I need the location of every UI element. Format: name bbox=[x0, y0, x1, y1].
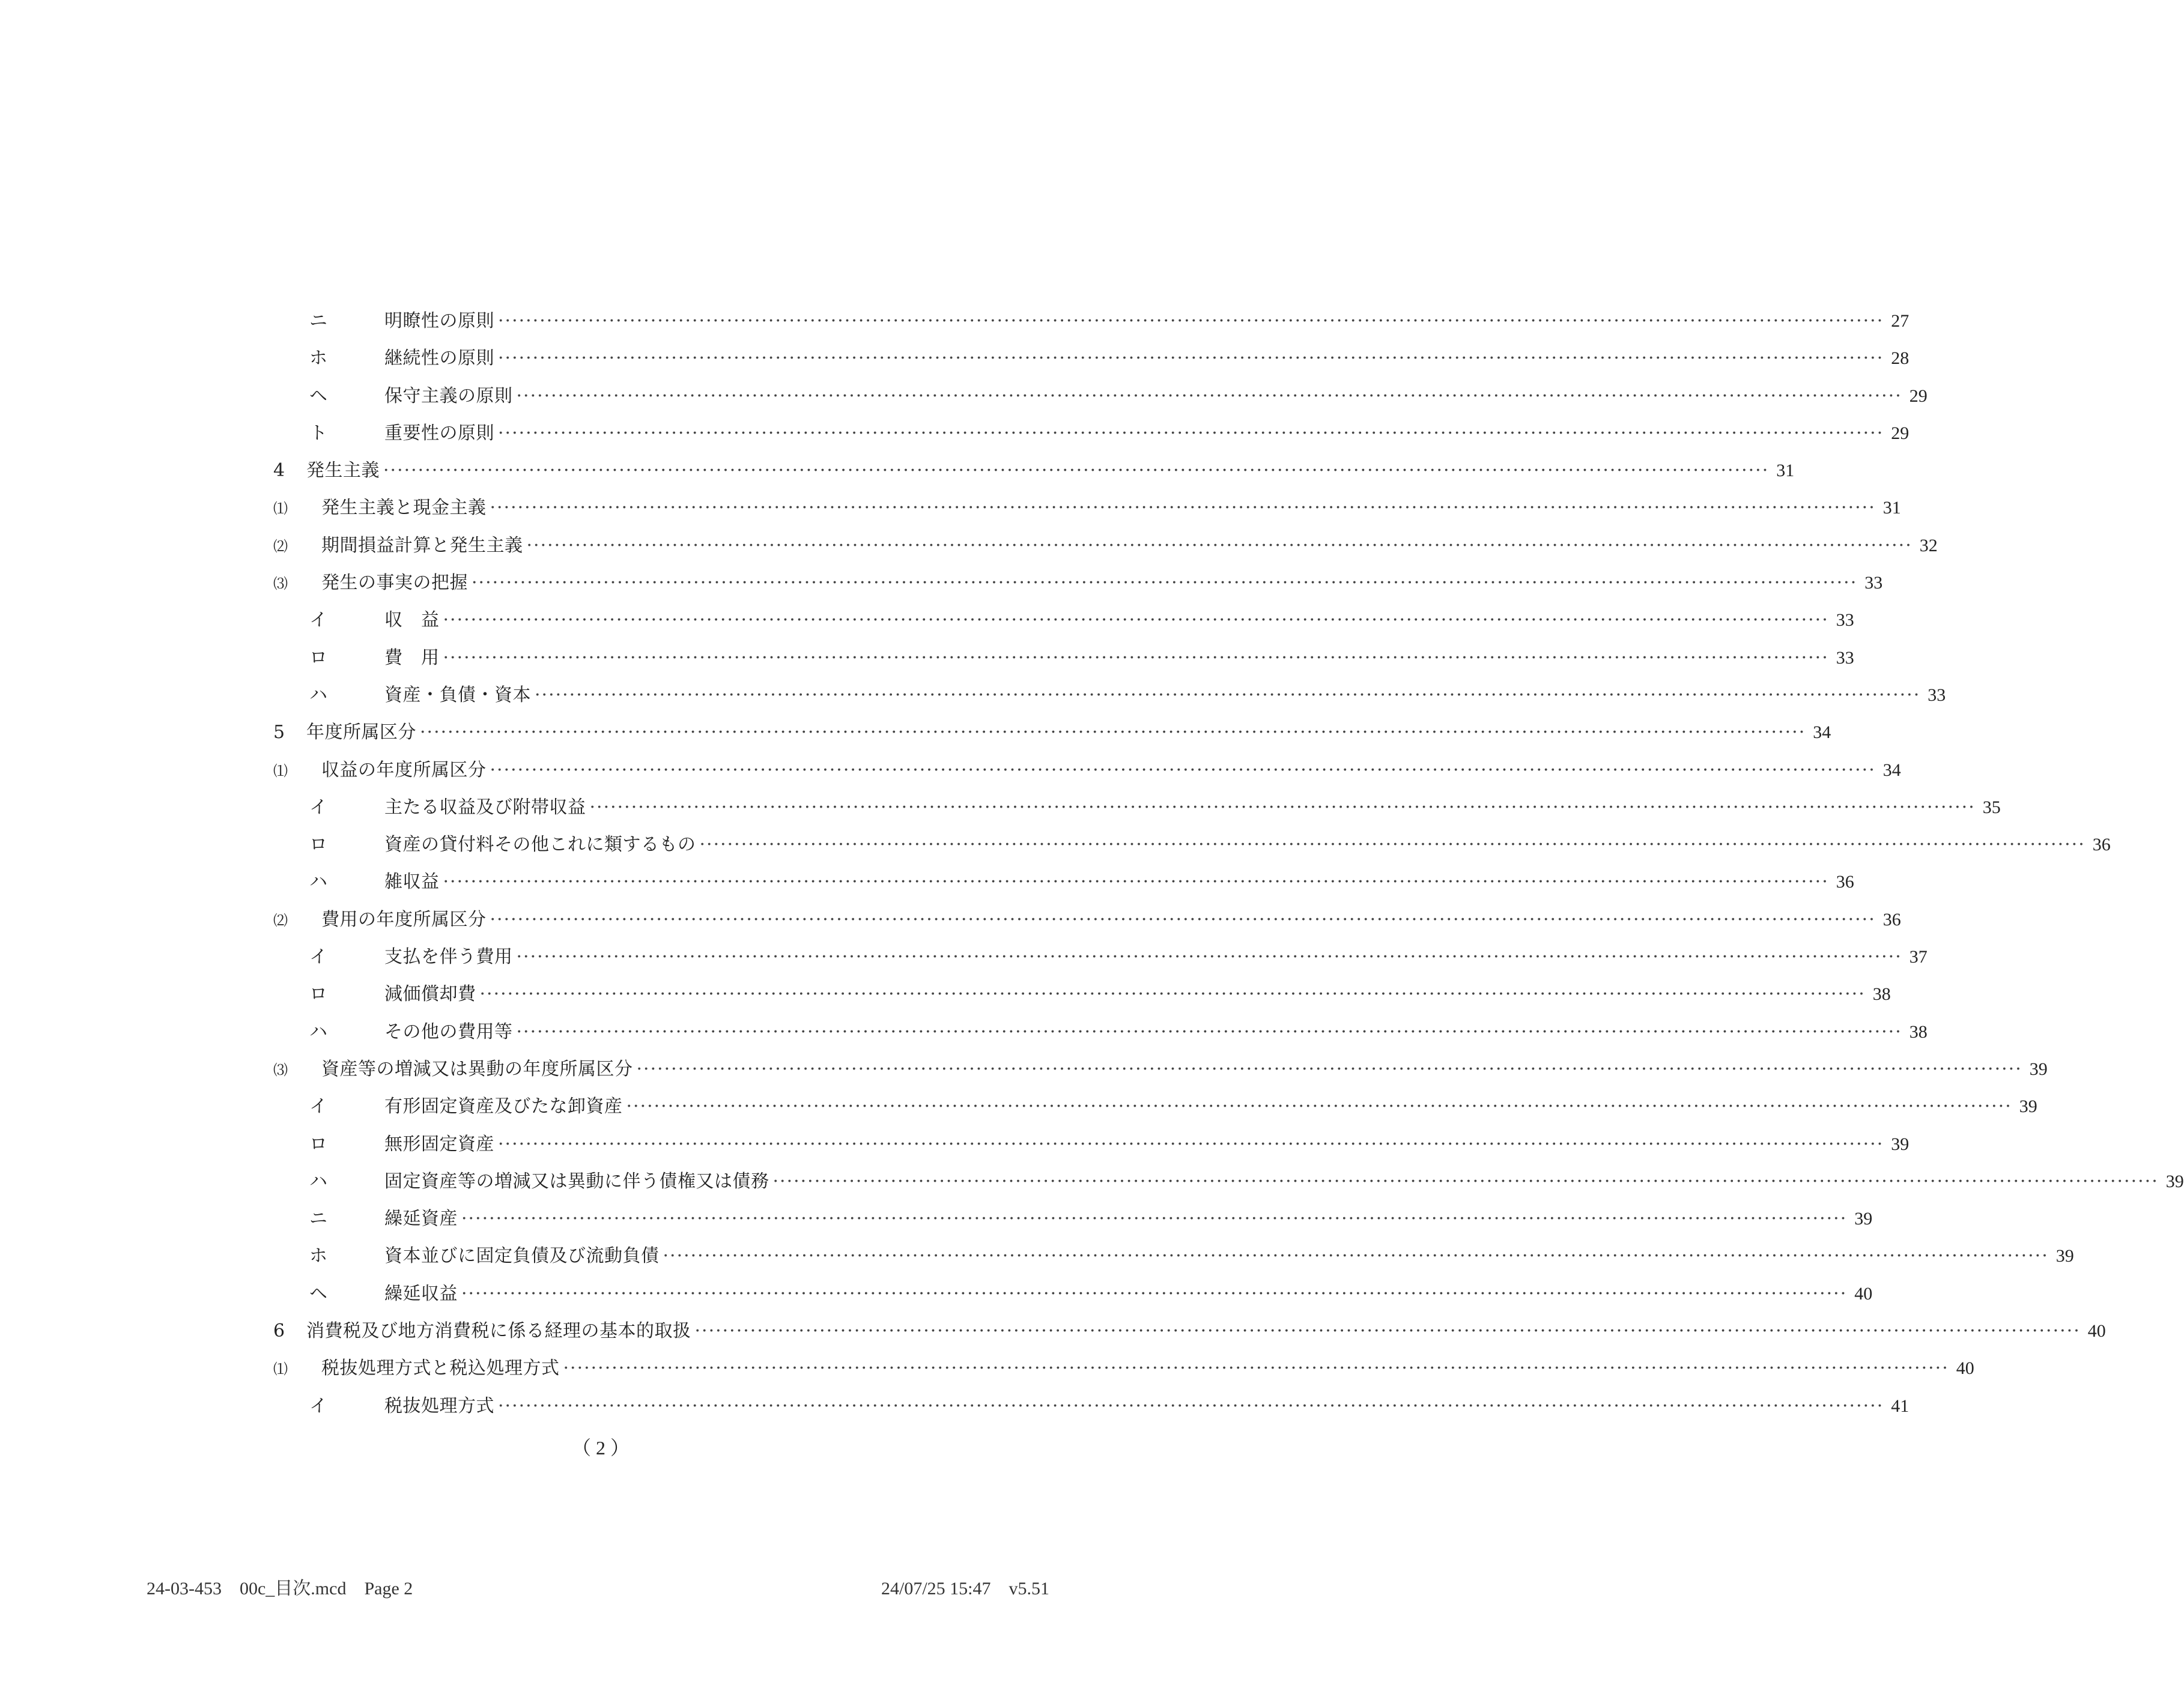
toc-entry-page: 29 bbox=[1909, 386, 1928, 406]
toc-entry-marker: ホ bbox=[309, 348, 327, 369]
toc-entry-title: 固定資産等の増減又は異動に伴う債権又は債務 bbox=[384, 1170, 769, 1192]
toc-entry-title: 収 益 bbox=[384, 610, 440, 631]
toc-entry-marker: ロ bbox=[309, 647, 327, 668]
toc-entry-marker: 6 bbox=[273, 1320, 285, 1342]
toc-entry-page: 29 bbox=[1891, 423, 1909, 443]
toc-entry-page: 33 bbox=[1928, 685, 1946, 705]
toc-entry-title: 資産・負債・資本 bbox=[384, 684, 531, 706]
toc-entry-page: 36 bbox=[1882, 909, 1901, 930]
toc-entry-title: 繰延資産 bbox=[384, 1208, 458, 1230]
toc-entry-marker: イ bbox=[309, 1395, 327, 1417]
dot-leader: ········································································································································································································ bbox=[699, 834, 2085, 856]
toc-entry-page: 31 bbox=[1882, 498, 1901, 518]
dot-leader: ········································································································································································································ bbox=[443, 610, 1829, 631]
toc-entry-title: 保守主義の原則 bbox=[384, 385, 513, 407]
toc-entry bbox=[273, 1238, 2074, 1275]
toc-entry-page: 40 bbox=[1854, 1283, 1873, 1304]
toc-entry-marker: ハ bbox=[309, 1170, 327, 1192]
toc-entry-title: 発生主義 bbox=[306, 460, 380, 482]
toc-entry bbox=[273, 1163, 2184, 1200]
dot-leader: ········································································································································································································ bbox=[772, 1170, 2159, 1192]
dot-leader: ········································································································································································································ bbox=[461, 1283, 1848, 1304]
toc-entry-marker: ⑴ bbox=[273, 500, 288, 518]
toc-entry bbox=[273, 1051, 2048, 1088]
toc-entry-title: 繰延収益 bbox=[384, 1283, 458, 1304]
toc-entry-page: 31 bbox=[1776, 461, 1795, 481]
dot-leader: ········································································································································································································ bbox=[636, 1058, 2022, 1080]
toc-entry-marker: イ bbox=[309, 796, 327, 818]
toc-entry-title: 明瞭性の原則 bbox=[384, 310, 494, 331]
toc-entry-title: 費 用 bbox=[384, 647, 440, 668]
dot-leader: ········································································································································································································ bbox=[498, 1133, 1884, 1155]
toc-entry bbox=[273, 976, 1891, 1013]
toc-entry-page: 37 bbox=[1909, 947, 1928, 967]
toc-entry-title: 収益の年度所属区分 bbox=[321, 759, 487, 781]
toc-entry bbox=[273, 415, 1909, 452]
toc-entry-marker: ⑶ bbox=[273, 575, 288, 593]
toc-entry bbox=[273, 677, 1946, 714]
dot-leader: ········································································································································································································ bbox=[490, 759, 1876, 781]
dot-leader: ········································································································································································································ bbox=[516, 385, 1902, 407]
toc-entry-marker: ⑴ bbox=[273, 1361, 288, 1378]
toc-entry-marker: ロ bbox=[309, 984, 327, 1005]
dot-leader: ········································································································································································································ bbox=[498, 1395, 1884, 1417]
toc-entry-marker: ロ bbox=[309, 1133, 327, 1155]
toc-entry-marker: ⑵ bbox=[273, 912, 288, 929]
dot-leader: ········································································································································································································ bbox=[535, 684, 1921, 706]
dot-leader: ········································································································································································································ bbox=[498, 310, 1884, 331]
toc-entry-title: 資産等の増減又は異動の年度所属区分 bbox=[321, 1058, 633, 1080]
footer-file-info: 24-03-453 00c_目次.mcd Page 2 bbox=[147, 1579, 413, 1599]
dot-leader: ········································································································································································································ bbox=[498, 348, 1884, 369]
toc-entry-marker: 4 bbox=[273, 460, 285, 482]
toc-entry bbox=[273, 1088, 2037, 1125]
dot-leader: ········································································································································································································ bbox=[490, 497, 1876, 519]
toc-entry-title: 期間損益計算と発生主義 bbox=[321, 534, 523, 556]
toc-entry-page: 33 bbox=[1864, 573, 1883, 593]
toc-entry-page: 35 bbox=[1982, 797, 2001, 817]
toc-entry-marker: ⑴ bbox=[273, 762, 288, 779]
toc-entry-title: 主たる収益及び附帯収益 bbox=[384, 796, 586, 818]
dot-leader: ········································································································································································································ bbox=[526, 534, 1913, 556]
toc-entry-title: 発生の事実の把握 bbox=[321, 572, 468, 594]
toc-entry bbox=[273, 1126, 1909, 1163]
toc-entry bbox=[273, 1275, 1873, 1313]
toc-entry bbox=[273, 1200, 1873, 1238]
dot-leader: ········································································································································································································ bbox=[472, 572, 1858, 594]
toc-entry bbox=[273, 1014, 1928, 1051]
toc-entry-title: 資産の貸付料その他これに類するもの bbox=[384, 834, 696, 856]
toc-entry-title: 有形固定資産及びたな卸資産 bbox=[384, 1096, 623, 1118]
toc-entry-title: 重要性の原則 bbox=[384, 422, 494, 444]
toc-entry-page: 38 bbox=[1872, 984, 1891, 1005]
toc-entry-page: 39 bbox=[2019, 1097, 2037, 1117]
toc-entry bbox=[273, 602, 1854, 639]
toc-entry bbox=[273, 452, 1795, 489]
dot-leader: ········································································································································································································ bbox=[443, 871, 1829, 893]
toc-entry bbox=[273, 489, 1901, 527]
toc-entry bbox=[273, 1313, 2106, 1350]
toc-entry-page: 41 bbox=[1891, 1396, 1909, 1416]
toc-entry-marker: イ bbox=[309, 610, 327, 631]
toc-entry-page: 34 bbox=[1813, 722, 1831, 743]
toc-entry-title: 無形固定資産 bbox=[384, 1133, 494, 1155]
toc-entry-title: 雑収益 bbox=[384, 871, 440, 893]
toc-entry-marker: ハ bbox=[309, 1021, 327, 1042]
toc-entry-marker: ⑵ bbox=[273, 537, 288, 555]
toc-entry-marker: ホ bbox=[309, 1245, 327, 1267]
toc-entry-title: 継続性の原則 bbox=[384, 348, 494, 369]
toc-entry-title: 減価償却費 bbox=[384, 984, 476, 1005]
toc-entry-marker: ト bbox=[309, 422, 327, 444]
dot-leader: ········································································································································································································ bbox=[563, 1358, 1949, 1379]
toc-entry-page: 40 bbox=[1956, 1358, 1974, 1379]
toc-entry bbox=[273, 378, 1928, 415]
toc-entry-title: 発生主義と現金主義 bbox=[321, 497, 487, 519]
toc-entry-title: 資本並びに固定負債及び流動負債 bbox=[384, 1245, 660, 1267]
toc-entry-page: 39 bbox=[1891, 1134, 1909, 1154]
toc-entry-marker: イ bbox=[309, 946, 327, 968]
page-number: （ 2 ） bbox=[571, 1437, 629, 1459]
toc-entry-page: 34 bbox=[1882, 760, 1901, 780]
toc-entry bbox=[273, 340, 1909, 377]
toc-entry bbox=[273, 901, 1901, 939]
toc-entry-title: 年度所属区分 bbox=[306, 722, 416, 743]
toc-entry-marker: 5 bbox=[273, 722, 285, 743]
toc-entry-marker: ヘ bbox=[309, 1283, 327, 1304]
dot-leader: ········································································································································································································ bbox=[443, 647, 1829, 668]
toc-entry-page: 33 bbox=[1836, 647, 1854, 668]
toc-entry bbox=[273, 527, 1938, 564]
toc-entry bbox=[273, 1350, 1974, 1387]
toc-entry-marker: ニ bbox=[309, 310, 327, 331]
toc-entry-title: 消費税及び地方消費税に係る経理の基本的取扱 bbox=[306, 1320, 691, 1342]
toc-entry-marker: ハ bbox=[309, 684, 327, 706]
dot-leader: ········································································································································································································ bbox=[589, 796, 1976, 818]
toc-entry bbox=[273, 789, 2001, 826]
toc-entry-title: 支払を伴う費用 bbox=[384, 946, 513, 968]
toc-entry-marker: イ bbox=[309, 1096, 327, 1118]
toc-entry-page: 27 bbox=[1891, 311, 1909, 331]
footer-timestamp: 24/07/25 15:47 v5.51 bbox=[881, 1579, 1049, 1599]
dot-leader: ········································································································································································································ bbox=[694, 1320, 2081, 1342]
toc-entry-marker: ロ bbox=[309, 834, 327, 856]
toc-entry-page: 40 bbox=[2087, 1321, 2106, 1342]
dot-leader: ········································································································································································································ bbox=[516, 946, 1902, 968]
dot-leader: ········································································································································································································ bbox=[663, 1245, 2049, 1267]
toc-entry-page: 38 bbox=[1909, 1021, 1928, 1042]
toc-entry-title: 税抜処理方式 bbox=[384, 1395, 494, 1417]
dot-leader: ········································································································································································································ bbox=[479, 984, 1866, 1005]
toc-entry-marker: ハ bbox=[309, 871, 327, 893]
toc-entry-page: 32 bbox=[1919, 535, 1938, 555]
toc-entry bbox=[273, 864, 1854, 901]
toc-entry-page: 36 bbox=[2092, 835, 2111, 855]
toc-entry bbox=[273, 303, 1909, 340]
toc-entry-page: 28 bbox=[1891, 348, 1909, 369]
toc-entry-marker: ⑶ bbox=[273, 1061, 288, 1078]
toc-entry bbox=[273, 939, 1928, 976]
toc-entry-title: 費用の年度所属区分 bbox=[321, 909, 487, 930]
toc-entry-page: 36 bbox=[1836, 872, 1854, 892]
dot-leader: ········································································································································································································ bbox=[626, 1096, 2012, 1118]
toc-entry bbox=[273, 564, 1883, 602]
toc-entry-title: その他の費用等 bbox=[384, 1021, 513, 1042]
dot-leader: ········································································································································································································ bbox=[498, 422, 1884, 444]
toc-entry-page: 39 bbox=[2165, 1171, 2184, 1191]
dot-leader: ········································································································································································································ bbox=[383, 460, 1770, 482]
dot-leader: ········································································································································································································ bbox=[461, 1208, 1848, 1230]
toc-entry bbox=[273, 1388, 1909, 1425]
toc-entry bbox=[273, 640, 1854, 677]
toc-entry-title: 税抜処理方式と税込処理方式 bbox=[321, 1358, 560, 1379]
toc-entry-page: 33 bbox=[1836, 610, 1854, 631]
dot-leader: ········································································································································································································ bbox=[420, 722, 1806, 743]
toc-entry bbox=[273, 714, 1831, 751]
toc-entry-marker: ニ bbox=[309, 1208, 327, 1230]
toc-entry-page: 39 bbox=[2029, 1059, 2048, 1079]
toc-entry bbox=[273, 752, 1901, 789]
dot-leader: ········································································································································································································ bbox=[490, 909, 1876, 930]
dot-leader: ········································································································································································································ bbox=[516, 1021, 1902, 1042]
table-of-contents bbox=[273, 303, 2184, 1425]
toc-entry-marker: ヘ bbox=[309, 385, 327, 407]
toc-entry-page: 39 bbox=[2055, 1246, 2074, 1266]
toc-entry bbox=[273, 826, 2111, 864]
toc-entry-page: 39 bbox=[1854, 1209, 1873, 1229]
